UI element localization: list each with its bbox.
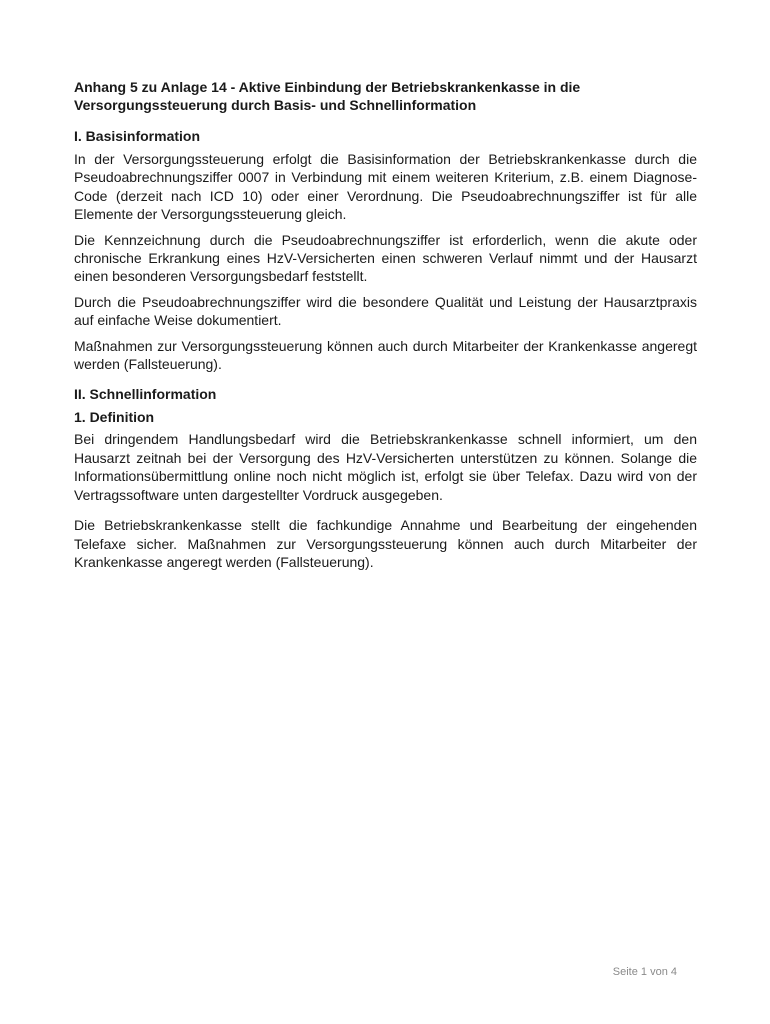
paragraph: In der Versorgungssteuerung erfolgt die Basisinformation der Betriebskrankenkasse durch die Pseudoabrechnungsziffer 0007 in Verbindung mit einem weiteren Kriterium, z.B. einem Diagnose-Code (derzeit nach ICD 10) oder einer Verordnung. Die Pseudoabrechnungsziffer ist für alle Elemente der Versorgungssteuerung gleich. [74, 151, 697, 223]
paragraph: Die Kennzeichnung durch die Pseudoabrechnungsziffer ist erforderlich, wenn die akute oder chronische Erkrankung eines HzV-Versicherten einen schweren Verlauf nimmt und der Hausarzt einen besonderen Versorgungsbedarf feststellt. [74, 231, 697, 285]
paragraph: Durch die Pseudoabrechnungsziffer wird die besondere Qualität und Leistung der Hausarztpraxis auf einfache Weise dokumentiert. [74, 293, 697, 329]
paragraph: Bei dringendem Handlungsbedarf wird die Betriebskrankenkasse schnell informiert, um den Hausarzt zeitnah bei der Versorgung des HzV-Versicherten unterstützen zu können. Solange die Informationsübermittlung online noch nicht möglich ist, erfolgt sie über Telefax. Dazu wird von der Vertragssoftware unten dargestellter Vordruck ausgegeben. [74, 431, 697, 503]
subsection-heading-definition: 1. Definition [74, 409, 155, 426]
document-title: Anhang 5 zu Anlage 14 - Aktive Einbindung der Betriebskrankenkasse in die Versorgungssteuerung durch Basis- und Schnellinformation [74, 79, 581, 113]
document-page [74, 78, 697, 578]
page-number: Seite 1 von 4 [612, 966, 677, 978]
section-heading-basisinformation: I. Basisinformation [74, 128, 201, 144]
section-heading-schnellinformation: II. Schnellinformation [74, 386, 217, 403]
paragraph: Die Betriebskrankenkasse stellt die fachkundige Annahme und Bearbeitung der eingehenden Telefaxe sicher. Maßnahmen zur Versorgungssteuerung können auch durch Mitarbeiter der Krankenkasse angeregt werden (Fallsteuerung). [74, 517, 697, 570]
paragraph: Maßnahmen zur Versorgungssteuerung können auch durch Mitarbeiter der Krankenkasse angeregt werden (Fallsteuerung). [74, 337, 697, 373]
